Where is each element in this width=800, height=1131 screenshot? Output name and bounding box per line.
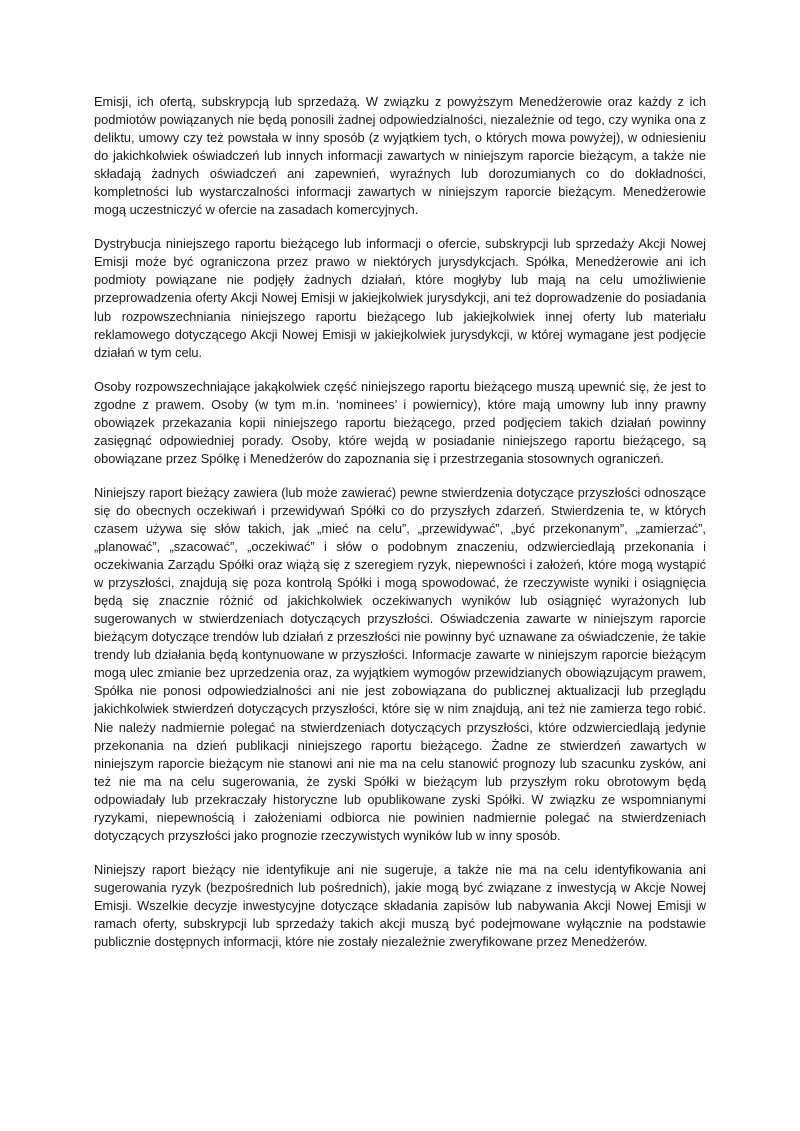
- paragraph-investment-risks: Niniejszy raport bieżący nie identyfikuje ani nie sugeruje, a także nie ma na celu identyfikowania ani sugerowania ryzyk (bezpośrednich lub pośrednich), jakie mogą być związane z inwestycją w Akcje Nowej Emisji. Wszelkie decyzje inwestycyjne dotyczące składania zapisów lub nabywania Akcji Nowej Emisji w ramach oferty, subskrypcji lub sprzedaży takich akcji muszą być podejmowane wyłącznie na podstawie publicznie dostępnych informacji, które nie zostały niezależnie zweryfikowane przez Menedżerów.: [94, 861, 706, 950]
- paragraph-distribution-restrictions: Dystrybucja niniejszego raportu bieżącego lub informacji o ofercie, subskrypcji lub sprzedaży Akcji Nowej Emisji może być ograniczona przez prawo w niektórych jurysdykcjach. Spółka, Menedżerowie ani ich podmioty powiązane nie podjęły żadnych działań, które mogłyby lub mają na celu umożliwienie przeprowadzenia oferty Akcji Nowej Emisji w jakiejkolwiek jurysdykcji, ani też doprowadzenie do posiadania lub rozpowszechniania niniejszego raportu bieżącego lub jakiejkolwiek innej oferty lub materiału reklamowego dotyczącego Akcji Nowej Emisji w jakiejkolwiek jurysdykcji, w której wymagane jest podjęcie działań w tym celu.: [94, 236, 706, 360]
- paragraph-distribution-compliance: Osoby rozpowszechniające jakąkolwiek część niniejszego raportu bieżącego muszą upewnić się, że jest to zgodne z prawem. Osoby (w tym m.in. ‘nominees’ i powiernicy), które mają umowny lub inny prawny obowiązek przekazania kopii niniejszego raportu bieżącego, przed podjęciem takich działań powinny zasięgnąć odpowiedniej porady. Osoby, które wejdą w posiadanie niniejszego raportu bieżącego, są obowiązane przez Spółkę i Menedżerów do zapoznania się i przestrzegania stosownych ograniczeń.: [94, 378, 706, 466]
- paragraph-forward-looking-statements: Niniejszy raport bieżący zawiera (lub może zawierać) pewne stwierdzenia dotyczące przyszłości odnoszące się do obecnych oczekiwań i przewidywań Spółki co do przyszłych zdarzeń. Stwierdzenia te, w których czasem używa się słów takich, jak „mieć na celu”, „przewidywać”, „być przekonanym”, „zamierzać”, „planować”, „szacować”, „oczekiwać” i słów o podobnym znaczeniu, odzwierciedlają przekonania i oczekiwania Zarządu Spółki oraz wiążą się z szeregiem ryzyk, niepewności i założeń, które mogą wystąpić w przyszłości, znajdują się poza kontrolą Spółki i mogą spowodować, że rzeczywiste wyniki i osiągnięcia będą się znacznie różnić od jakichkolwiek oczekiwanych wyników lub osiągnięć wyrażonych lub sugerowanych w stwierdzeniach dotyczących przyszłości. Oświadczenia zawarte w niniejszym raporcie bieżącym dotyczące trendów lub działań z przeszłości nie powinny być uznawane za oświadczenie, że takie trendy lub działania będą kontynuowane w przyszłości. Informacje zawarte w niniejszym raporcie bieżącym mogą ulec zmianie bez uprzedzenia oraz, za wyjątkiem wymogów przewidzianych obowiązującym prawem, Spółka nie ponosi odpowiedzialności ani nie jest zobowiązana do publicznej aktualizacji lub przeglądu jakichkolwiek stwierdzeń dotyczących przyszłości, które się w nim znajdują, ani też nie zamierza tego robić. Nie należy nadmiernie polegać na stwierdzeniach dotyczących przyszłości, które odzwierciedlają jedynie przekonania na dzień publikacji niniejszego raportu bieżącego. Żadne ze stwierdzeń zawartych w niniejszym raporcie bieżącym nie stanowi ani nie ma na celu stanowić prognozy lub szacunku zysków, ani też nie ma na celu sugerowania, że zyski Spółki w bieżącym lub przyszłym roku obrotowym będą odpowiadały lub przekraczały historyczne lub opublikowane zyski Spółki. W związku ze wspomnianymi ryzykami, niepewnością i założeniami odbiorca nie powinien nadmiernie polegać na stwierdzeniach dotyczących przyszłości jako prognozie rzeczywistych wyników lub w inny sposób.: [94, 484, 706, 843]
- document-page: [94, 93, 706, 967]
- paragraph-liability-disclaimer: Emisji, ich ofertą, subskrypcją lub sprzedażą. W związku z powyższym Menedżerowie oraz każdy z ich podmiotów powiązanych nie będą ponosili żadnej odpowiedzialności, niezależnie od tego, czy wynika ona z deliktu, umowy czy też powstała w inny sposób (z wyjątkiem tych, o których mowa powyżej), w odniesieniu do jakichkolwiek oświadczeń lub innych informacji zawartych w niniejszym raporcie bieżącym, a także nie składają żadnych oświadczeń ani zapewnień, wyraźnych lub dorozumianych co do dokładności, kompletności lub wystarczalności informacji zawartych w niniejszym raporcie bieżącym. Menedżerowie mogą uczestniczyć w ofercie na zasadach komercyjnych.: [94, 94, 706, 218]
